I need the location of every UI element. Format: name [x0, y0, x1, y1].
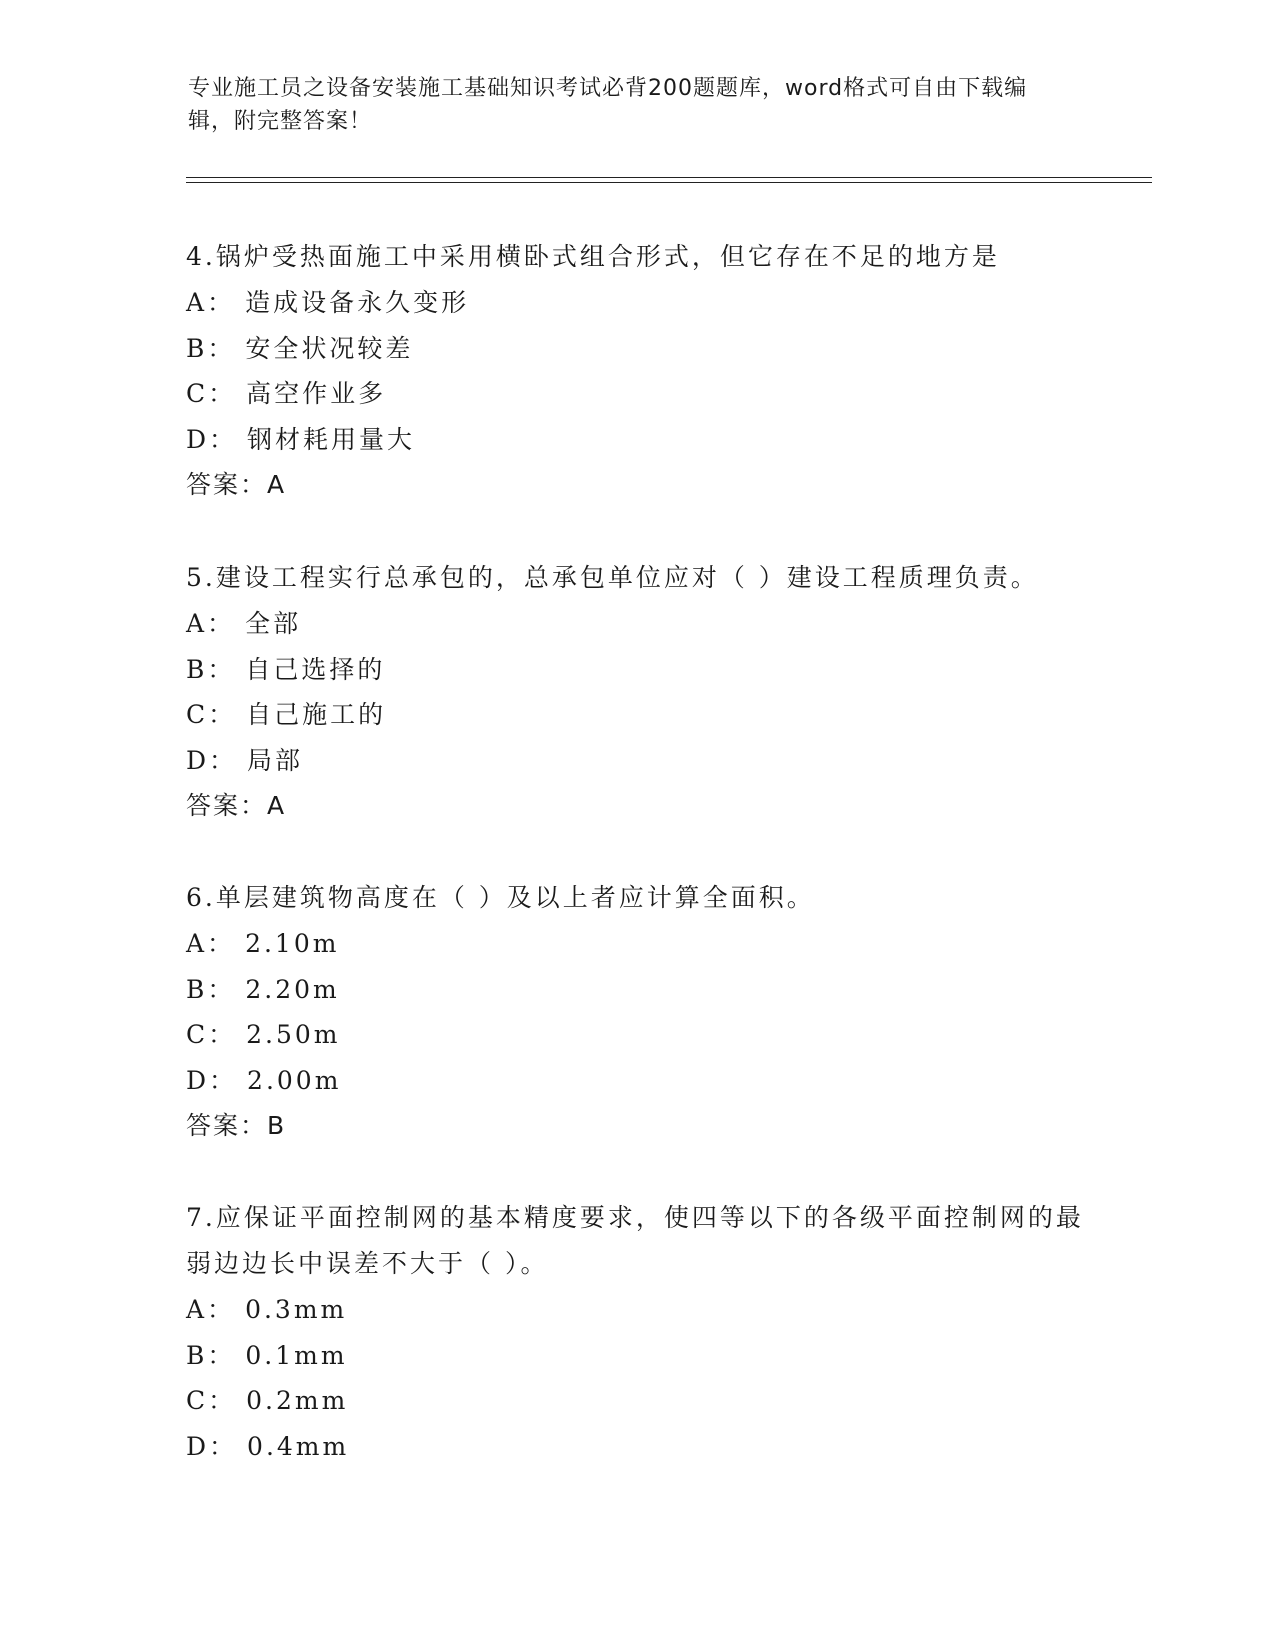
option-b	[186, 967, 1086, 1013]
option-text: 安全状况较差	[245, 333, 414, 363]
option-text: 0.1mm	[245, 1340, 348, 1370]
option-text: 自己施工的	[246, 700, 387, 729]
option-d	[186, 1058, 1086, 1104]
option-text: 高空作业多	[246, 379, 387, 408]
option-a	[186, 1287, 1086, 1333]
option-c	[186, 371, 1086, 417]
option-letter: D：	[186, 1065, 238, 1095]
option-d	[186, 1424, 1086, 1470]
option-b	[186, 647, 1086, 693]
option-text: 2.50m	[246, 1020, 341, 1049]
option-text: 2.00m	[247, 1065, 342, 1095]
answer: 答案：B	[186, 1111, 287, 1140]
option-c	[186, 692, 1086, 738]
question-5	[186, 555, 1086, 829]
header-divider-top	[186, 177, 1152, 178]
question-stem: 6.单层建筑物高度在（ ）及以上者应计算全面积。	[186, 883, 815, 912]
option-a	[186, 280, 1086, 326]
option-text: 全部	[245, 609, 302, 638]
option-text: 造成设备永久变形	[245, 288, 470, 317]
option-text: 0.2mm	[246, 1386, 349, 1415]
answer: 答案：A	[186, 791, 287, 820]
option-text: 0.3mm	[245, 1295, 348, 1324]
option-a	[186, 601, 1086, 647]
option-letter: C：	[186, 379, 237, 408]
option-a	[186, 921, 1086, 967]
option-c	[186, 1012, 1086, 1058]
option-letter: C：	[186, 1386, 237, 1415]
question-6	[186, 875, 1086, 1149]
option-letter: B：	[186, 333, 236, 363]
header-divider-bottom	[186, 182, 1152, 183]
option-letter: A：	[186, 1295, 236, 1324]
option-letter: D：	[186, 1431, 238, 1461]
option-text: 2.20m	[245, 974, 340, 1004]
option-letter: D：	[186, 745, 238, 775]
option-b	[186, 1333, 1086, 1379]
question-stem: 7.应保证平面控制网的基本精度要求，使四等以下的各级平面控制网的最弱边边长中误差不大于（ ）。	[186, 1203, 1084, 1278]
option-letter: A：	[186, 609, 236, 638]
question-stem: 4.锅炉受热面施工中采用横卧式组合形式，但它存在不足的地方是	[186, 242, 1000, 271]
option-b	[186, 326, 1086, 372]
question-7	[186, 1195, 1086, 1469]
question-4	[186, 234, 1086, 508]
option-letter: C：	[186, 1020, 237, 1049]
option-text: 自己选择的	[245, 654, 386, 684]
option-text: 钢材耗用量大	[247, 424, 416, 454]
answer: 答案：A	[186, 470, 287, 499]
option-letter: B：	[186, 974, 236, 1004]
option-letter: A：	[186, 929, 236, 958]
option-d	[186, 738, 1086, 784]
option-text: 0.4mm	[247, 1431, 350, 1461]
option-text: 2.10m	[245, 929, 340, 958]
document-header	[188, 72, 1068, 138]
option-letter: A：	[186, 288, 236, 317]
option-letter: B：	[186, 1340, 236, 1370]
document-title: 专业施工员之设备安装施工基础知识考试必背200题题库，word格式可自由下载编辑，附完整答案！	[188, 76, 1028, 134]
option-c	[186, 1378, 1086, 1424]
option-letter: C：	[186, 700, 237, 729]
option-letter: D：	[186, 424, 238, 454]
question-stem: 5.建设工程实行总承包的，总承包单位应对（ ）建设工程质理负责。	[186, 563, 1039, 592]
option-letter: B：	[186, 654, 236, 684]
option-d	[186, 417, 1086, 463]
option-text: 局部	[247, 745, 304, 775]
